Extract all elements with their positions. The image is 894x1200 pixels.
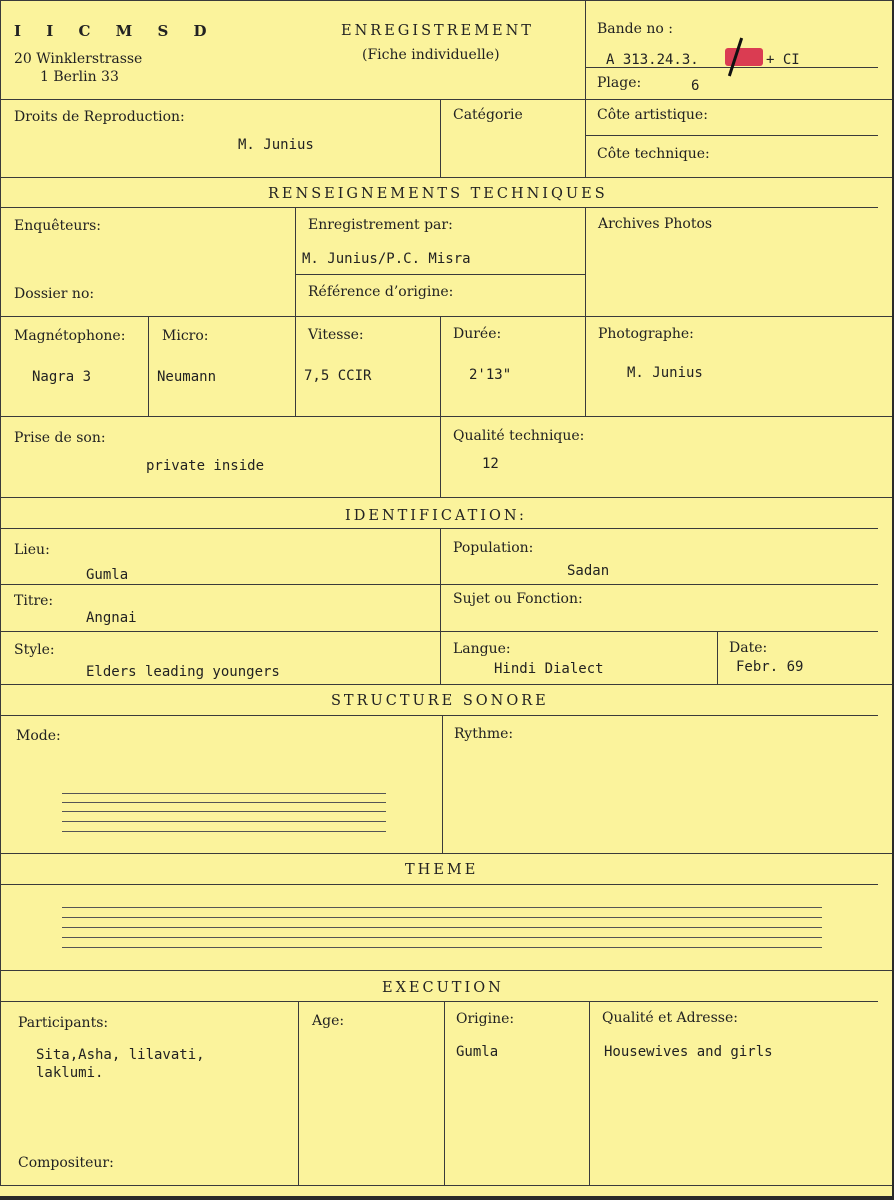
lieu-label: Lieu: <box>14 542 50 558</box>
mode-label: Mode: <box>16 728 61 744</box>
cote-artistique-label: Côte artistique: <box>597 107 708 123</box>
magnetophone-value: Nagra 3 <box>32 369 92 385</box>
rule-rights-bottom <box>0 177 892 178</box>
plage-value: 6 <box>691 78 700 94</box>
vline-qualite <box>589 1001 590 1186</box>
rule-structure-title <box>0 715 878 716</box>
titre-value: Angnai <box>86 610 137 626</box>
vline-date <box>717 631 718 685</box>
card-bottom-border <box>0 1185 892 1186</box>
mode-line <box>62 802 386 803</box>
population-label: Population: <box>453 540 534 556</box>
theme-line <box>62 927 822 928</box>
duree-value: 2'13" <box>469 367 512 383</box>
theme-line <box>62 937 822 938</box>
duree-label: Durée: <box>453 326 502 342</box>
section-title-technique: RENSEIGNEMENTS TECHNIQUES <box>268 186 608 202</box>
vline-tech-a <box>295 207 296 417</box>
style-value: Elders leading youngers <box>86 664 280 680</box>
style-label: Style: <box>14 642 55 658</box>
droits-label: Droits de Reproduction: <box>14 109 185 125</box>
bande-suffix: + CI <box>766 52 800 68</box>
rule-structure-bottom <box>0 853 892 854</box>
vline-duree <box>440 316 441 498</box>
enregistrement-par-label: Enregistrement par: <box>308 217 453 233</box>
qualite-adresse-value: Housewives and girls <box>604 1044 773 1060</box>
enregistrement-par-value: M. Junius/P.C. Misra <box>302 251 471 267</box>
qualite-adresse-label: Qualité et Adresse: <box>602 1010 738 1026</box>
prise-de-son-value: private inside <box>146 458 265 474</box>
theme-line <box>62 917 822 918</box>
vline-header-right <box>585 0 586 178</box>
org-logo: I I C M S D <box>14 22 217 40</box>
date-value: Febr. 69 <box>736 659 804 675</box>
rule-ident-row1 <box>0 584 878 585</box>
compositeur-label: Compositeur: <box>18 1155 114 1171</box>
plage-label: Plage: <box>597 75 642 91</box>
origine-value: Gumla <box>456 1044 499 1060</box>
section-title-theme: THEME <box>405 862 479 878</box>
theme-line <box>62 907 822 908</box>
reference-label: Référence d’origine: <box>308 284 454 300</box>
rule-ident-row3 <box>0 684 892 685</box>
age-label: Age: <box>312 1013 345 1029</box>
rule-theme-title <box>0 884 878 885</box>
participants-line-2: laklumi. <box>36 1065 104 1081</box>
page-subtitle: (Fiche individuelle) <box>362 47 500 63</box>
vline-age <box>298 1001 299 1186</box>
mode-line <box>62 821 386 822</box>
photographe-label: Photographe: <box>598 326 694 342</box>
participants-line-1: Sita,Asha, lilavati, <box>36 1047 205 1063</box>
rythme-label: Rythme: <box>454 726 514 742</box>
sujet-label: Sujet ou Fonction: <box>453 591 583 607</box>
rule-tech-row3 <box>0 497 892 498</box>
rule-tech-title <box>0 207 878 208</box>
langue-value: Hindi Dialect <box>494 661 604 677</box>
vline-ident <box>440 528 441 685</box>
vitesse-value: 7,5 CCIR <box>304 368 372 384</box>
dossier-label: Dossier no: <box>14 286 95 302</box>
org-city: 1 Berlin 33 <box>40 69 119 85</box>
magnetophone-label: Magnétophone: <box>14 328 126 344</box>
titre-label: Titre: <box>14 593 54 609</box>
rule-tech-row2 <box>0 416 892 417</box>
rule-theme-bottom <box>0 970 892 971</box>
mode-line <box>62 811 386 812</box>
mode-line <box>62 793 386 794</box>
qualite-technique-value: 12 <box>482 456 499 472</box>
enqueteurs-label: Enquêteurs: <box>14 218 102 234</box>
mode-line <box>62 831 386 832</box>
page-title: ENREGISTREMENT <box>341 23 534 39</box>
rule-header-bottom <box>0 99 892 100</box>
photographe-value: M. Junius <box>627 365 703 381</box>
micro-value: Neumann <box>157 369 217 385</box>
vline-tech-b <box>585 207 586 417</box>
org-street: 20 Winklerstrasse <box>14 51 143 67</box>
cote-technique-label: Côte technique: <box>597 146 710 162</box>
rule-execution-title <box>0 1001 878 1002</box>
prise-de-son-label: Prise de son: <box>14 430 106 446</box>
vline-micro <box>148 316 149 417</box>
population-value: Sadan <box>567 563 610 579</box>
theme-line <box>62 947 822 948</box>
date-label: Date: <box>729 640 768 656</box>
langue-label: Langue: <box>453 641 511 657</box>
section-title-structure: STRUCTURE SONORE <box>331 693 549 709</box>
rule-enreg-par <box>295 274 585 275</box>
archives-photos-label: Archives Photos <box>598 216 713 232</box>
bande-value: A 313.24.3. <box>606 52 699 68</box>
vitesse-label: Vitesse: <box>308 327 364 343</box>
rule-ident-title <box>0 528 878 529</box>
section-title-execution: EXECUTION <box>382 980 504 996</box>
rule-tech-row1 <box>0 316 892 317</box>
micro-label: Micro: <box>162 328 209 344</box>
card-left-border <box>0 0 1 1186</box>
categorie-label: Catégorie <box>453 107 523 123</box>
qualite-technique-label: Qualité technique: <box>453 428 585 444</box>
bande-label: Bande no : <box>597 21 673 37</box>
participants-label: Participants: <box>18 1015 109 1031</box>
rule-ident-row2 <box>0 631 878 632</box>
origine-label: Origine: <box>456 1011 515 1027</box>
section-title-identification: IDENTIFICATION: <box>345 508 527 524</box>
rule-cote <box>585 135 878 136</box>
droits-value: M. Junius <box>238 137 314 153</box>
vline-origine <box>444 1001 445 1186</box>
vline-categorie <box>440 99 441 178</box>
lieu-value: Gumla <box>86 567 129 583</box>
card-top-border <box>0 0 892 1</box>
vline-structure <box>442 715 443 854</box>
